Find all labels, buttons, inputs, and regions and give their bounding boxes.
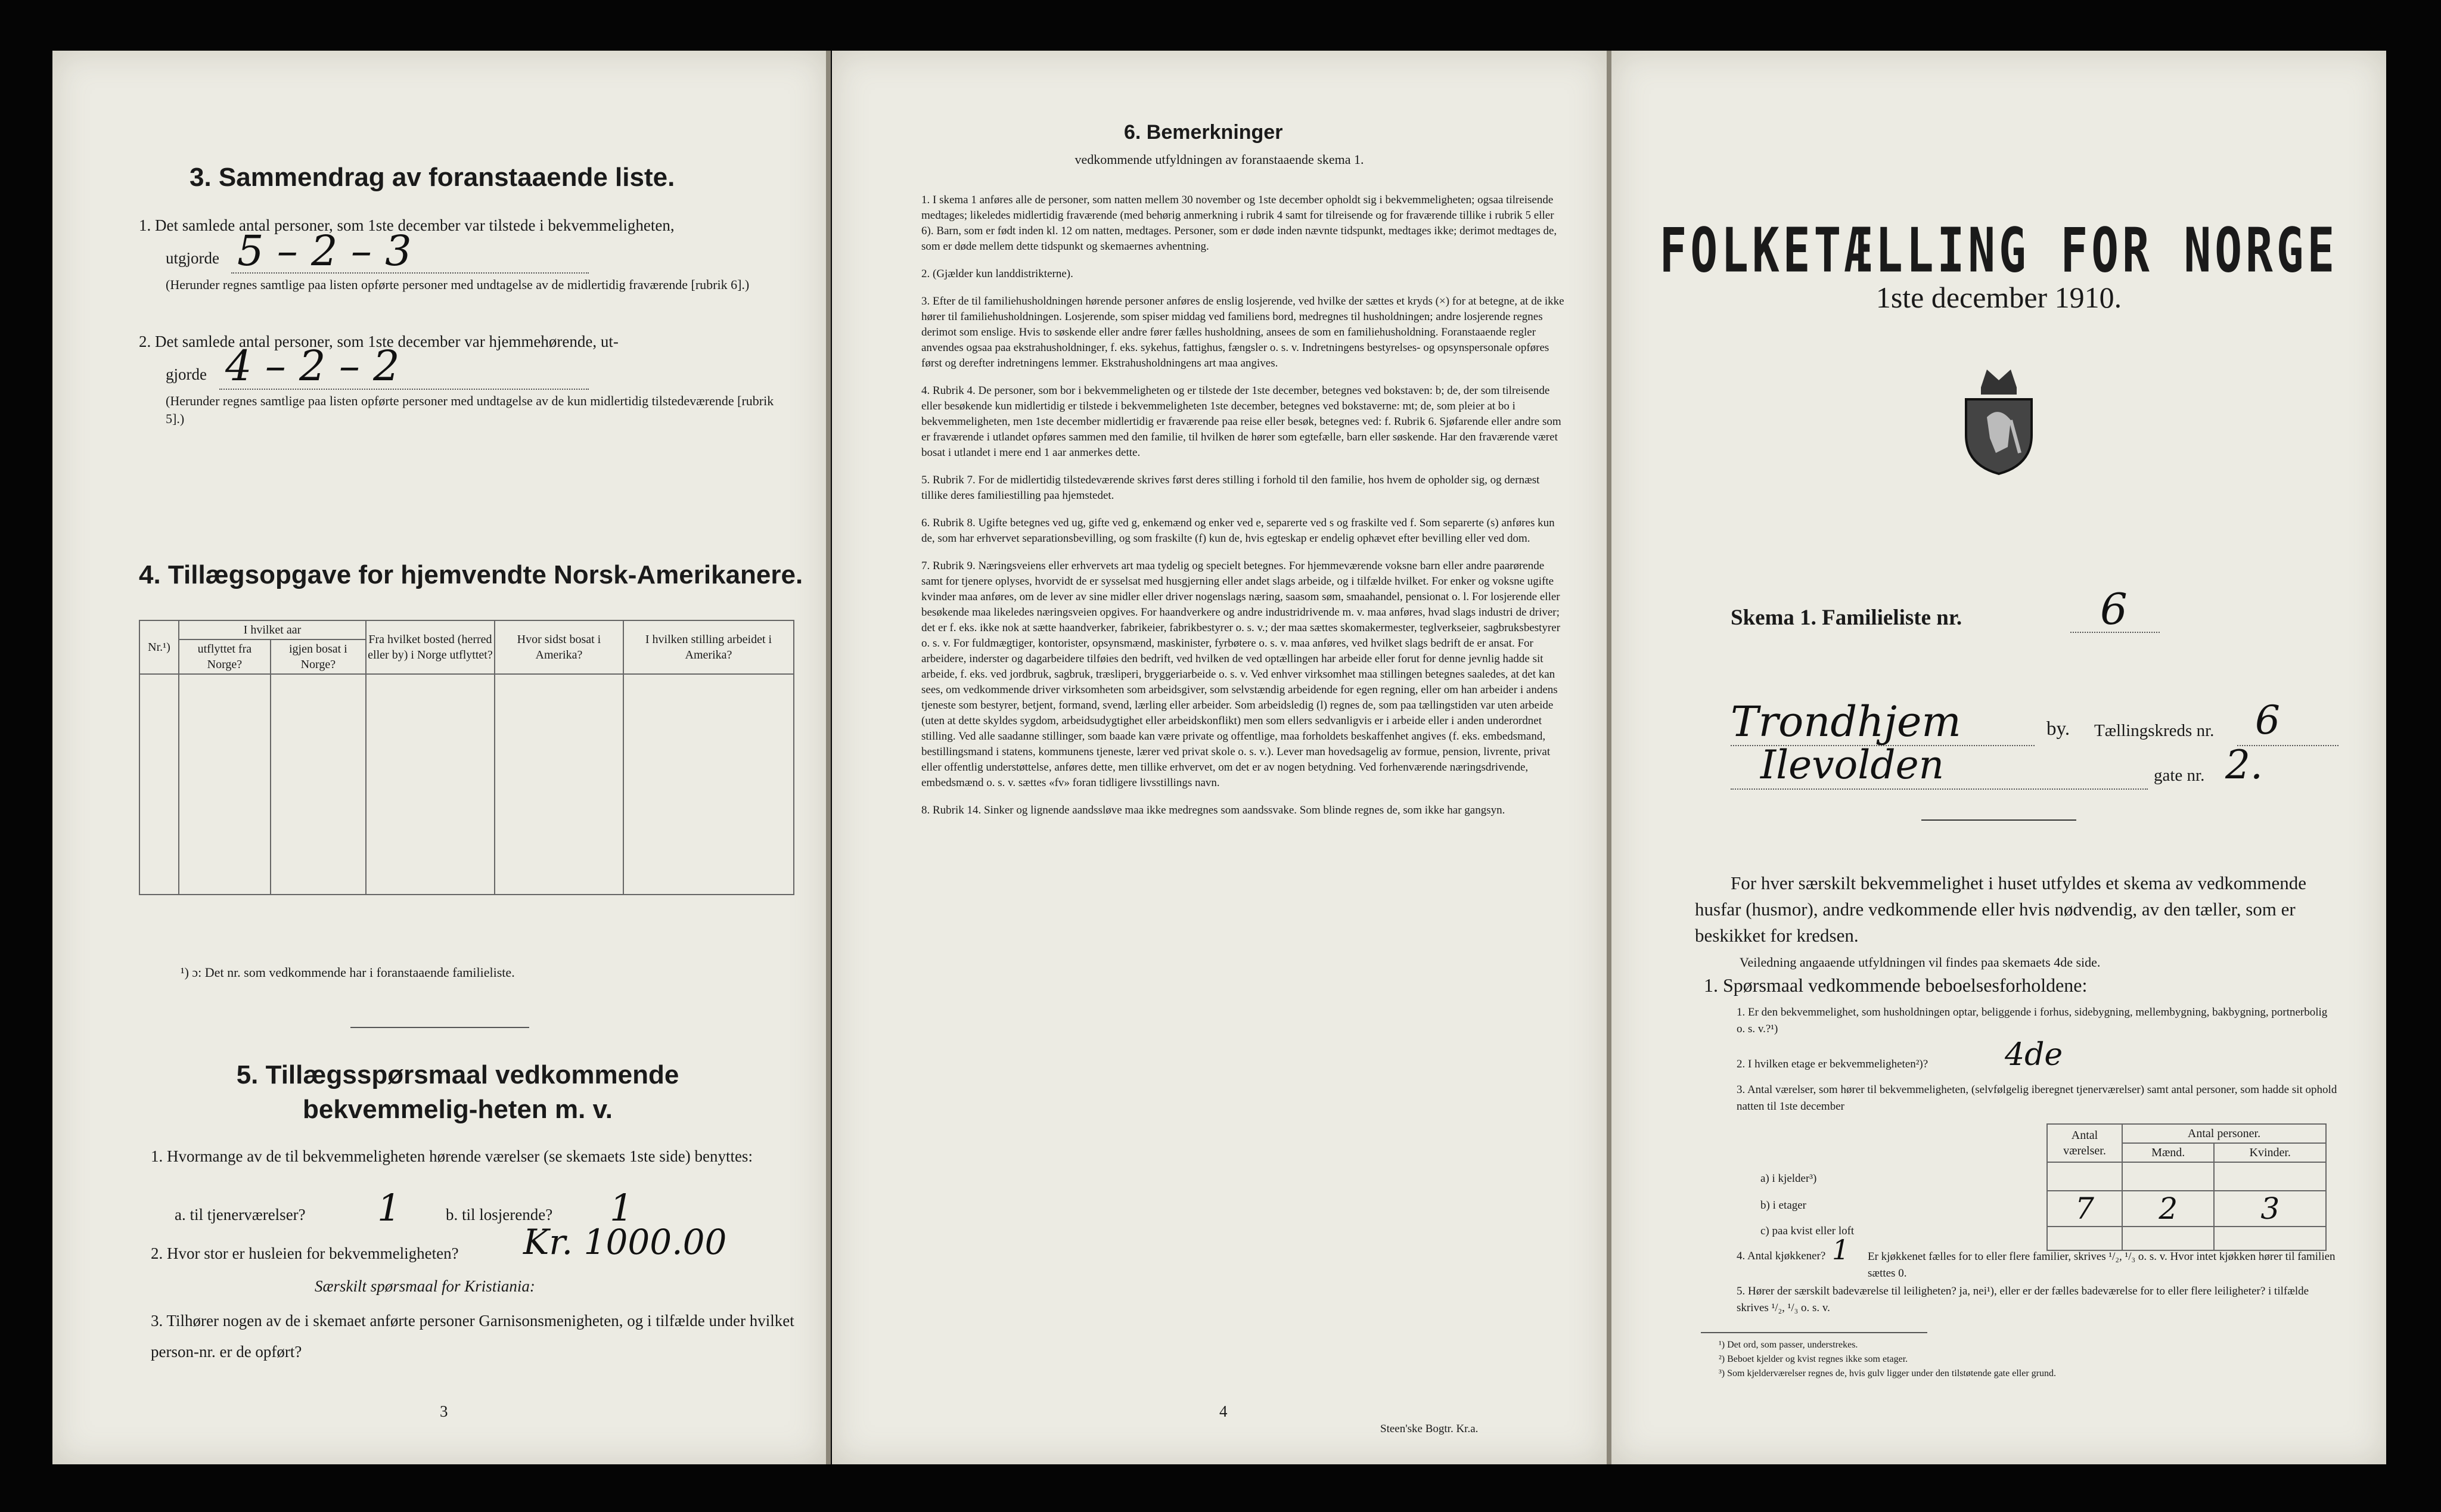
footnote-divider [1701, 1332, 1927, 1333]
page-fold-left [826, 51, 831, 1464]
q4-value: 1 [1832, 1234, 1850, 1266]
gate-value: 2. [2225, 742, 2263, 788]
s5-q1a-value: 1 [377, 1186, 401, 1230]
q3: 3. Antal værelser, som hører til bekvemmeligheten, (selvfølgelig iberegnet tjenerværelser) samt antal personer, som hadde sit ophold natten til 1ste december [1737, 1083, 2337, 1113]
th-sidst: Hvor sidst bosat i Amerika? [495, 620, 623, 674]
s3-q2-text: 2. Det samlede antal personer, som 1ste december var hjemmehørende, ut- [139, 333, 619, 350]
page-number-4: 4 [1219, 1402, 1228, 1420]
th-utflyttet: utflyttet fra Norge? [179, 639, 271, 674]
th-nr: Nr.¹) [139, 620, 179, 674]
q1: 1. Er den bekvemmelighet, som husholdningen optar, beliggende i forhus, sidebygning, mellembygning, bakbygning, portnerbolig o. s. v.?¹) [1737, 1006, 2328, 1035]
th-stilling: I hvilken stilling arbeidet i Amerika? [623, 620, 794, 674]
s3-q2-label: gjorde [166, 365, 207, 383]
footnotes [1719, 1338, 2056, 1381]
table-body-row [139, 674, 794, 895]
q2-value: 4de [2005, 1037, 2063, 1073]
section-3-title: 3. Sammendrag av foranstaaende liste. [190, 163, 675, 192]
note-6: 6. Rubrik 8. Ugifte betegnes ved ug, gifte ved g, enkemænd og enker ved e, separerte ved s og fraskilte ved f. Som separerte (s) anføres kun de, som har erhvervet separationsbevilling, og som fraskilte (f) kun de, hvis egteskap er endelig ophævet efter bevilling eller ved dom. [921, 517, 1555, 545]
bemerkninger-subtitle: vedkommende utfyldningen av foranstaaende skema 1. [1074, 152, 1364, 167]
street-value: Ilevolden [1760, 742, 1945, 788]
note-7: 7. Rubrik 9. Næringsveiens eller erhvervets art maa tydelig og specielt betegnes. For hjemmeværende voksne barn eller andre paarørende samt for tjenere oplyses, hvorvidt de er sysselsat med husgjerning eller andet slags arbeide, og i tilfælde hvilket. For enker og voksne ugifte kvinder maa anføres, om de lever av sine midler eller driver nogenslags næring, saasom søm, smaahandel, pensionat o. l. For losjerende eller besøkende maa likeledes næringsveien opgives. For haandverkere og andre industridrivende m. v. maa anføres, hvad slags industri de driver; det er f. eks. ikke nok at sætte haandverker, fabrikeier, fabrikbestyrer o. s. v.; der maa sættes skomakermester, teglverkseier, sagbruksbestyrer o. s. v. For fuldmægtiger, kontorister, opsynsmænd, maskinister, fyrbøtere o. s. v. maa anføres, ved hvilket slags bedrift de er ansat. For arbeidere, inderster og dagarbeidere tilføies den bedrift, ved hvilken de ved optællingen har arbeide eller forut for denne jevnlig hadde sit arbeide, f. eks. ved jordbruk, sagbruk, træsliperi, bryggeriarbeide o. s. v. Ved enhver virksomhet maa stillingen betegnes saaledes, at det kan sees, om vedkommende driver virksomheten som arbeidsgiver, som selvstændig arbeidende for egen regning, eller om han arbeider i andens tjeneste som bestyrer, betjent, formand, svend, lærling eller arbeider. Som arbeidsledig (l) regnes de, som paa tællingstiden var uten arbeide (uten at dette skyldes sygdom, arbeidsudygtighet eller arbeidskonflikt) men som ellers sedvanligvis er i arbeide eller i anden underordnet stilling. Ved alle saadanne stillinger, som baade kan være private og offentlige, maa forholdets beskaffenhet angives (f. eks. embedsmand, bestillingsmand i statens, kommunens tjeneste, lærer ved privat skole o. s. v.). Lever man hovedsagelig av formue, pension, livrente, privat eller offentlig understøttelse, anføres dette, men tillike erhvervet, om det er av nogen betydning. Ved forhenværende næringsdrivende, embedsmænd o. s. v. sættes «fv» foran tidligere livsstillings navn. [921, 560, 1561, 789]
gate-label: gate nr. [2154, 766, 2205, 785]
coat-of-arms-icon [1954, 364, 2044, 480]
census-title: FOLKETÆLLING FOR NORGE [1659, 214, 2338, 286]
section-4-title: 4. Tillægsopgave for hjemvendte Norsk-Amerikanere. [139, 560, 803, 589]
bemerkninger-text [921, 193, 1565, 818]
th-fra: Fra hvilket bosted (herred eller by) i Norge utflyttet? [366, 620, 495, 674]
page-4 [832, 51, 1607, 1464]
note-1: 1. I skema 1 anføres alle de personer, som natten mellem 30 november og 1ste december opholdt sig i bekvemmeligheten; ogsaa tilreisende medtages; likeledes midlertidig fraværende (med behørig anmerkning i rubrik 4 samt for tilreisende og for fraværende tillike i rubrik 5 eller 6). Barn, som er født inden kl. 12 om natten, medtages. Personer, som er døde inden nævnte tidspunkt, medtages ikke; derimot medtages de, som er døde mellem dette tidspunkt og skemaernes avhentning. [921, 194, 1557, 253]
skema-label: Skema 1. Familieliste nr. [1731, 606, 1962, 630]
s5-q3: 3. Tilhører nogen av de i skemaet anførte personer Garnisonsmenigheten, og i tilfælde under hvilket person-nr. er de opført? [151, 1312, 794, 1361]
s5-q1: 1. Hvormange av de til bekvemmeligheten hørende værelser (se skemaets 1ste side) benyttes: [151, 1147, 753, 1165]
s3-q1-label: utgjorde [166, 249, 219, 267]
fn1: ¹) Det ord, som passer, understrekes. [1719, 1340, 1858, 1350]
note-2: 2. (Gjælder kun landdistrikterne). [921, 268, 1073, 280]
col-kvinder: Kvinder. [2214, 1143, 2326, 1162]
col-vaerelser: Antal værelser. [2047, 1124, 2122, 1162]
s3-q1-text: 1. Det samlede antal personer, som 1ste december var tilstede i bekvemmeligheten, [139, 216, 675, 234]
s3-q2-value: 4 – 2 – 2 [225, 341, 400, 390]
s3-q1-note: (Herunder regnes samtlige paa listen opførte personer med undtagelse av de midlertidig fraværende [rubrik 6].) [166, 277, 750, 292]
note-8: 8. Rubrik 14. Sinker og lignende aandssløve maa ikke medregnes som aandssvake. Som blinde regnes de, som ikke har gangsyn. [921, 804, 1505, 816]
col-maend: Mænd. [2122, 1143, 2214, 1162]
b-maend: 2 [2122, 1191, 2214, 1227]
s5-q1b: b. til losjerende? [446, 1206, 553, 1224]
s5-q1b-value: 1 [610, 1186, 633, 1230]
q4-rest: Er kjøkkenet fælles for to eller flere familier, skrives ¹/₂, ¹/₃ o. s. v. Hvor intet kjøkken hører til familien sættes 0. [1868, 1250, 2336, 1280]
kreds-value: 6 [2255, 697, 2280, 743]
city-label: by. [2046, 718, 2070, 740]
page-1 [1611, 51, 2386, 1464]
note-3: 3. Efter de til familiehusholdningen hørende personer anføres de enslig losjerende, ved hvilke der sættes et kryds (×) for at betegne, at de ikke hører til familiehusholdningen. Losjerende, som spiser middag ved familiens bord, medregnes til husholdningen; andre losjerende regnes derimot som enslige. Hvis to søskende eller andre fører fælles husholdning, ansees de som en familiehusholdning. Foranstaaende regler anvendes ogsaa paa ekstrahusholdninger, f. eks. sykehus, fattighus, fængsler o. s. v. Indretningens bestyrelses- og opsynspersonale opføres først og derefter indretningens lemmer. Ekstrahusholdningens art maa angives. [921, 295, 1564, 370]
page-fold-right [1607, 51, 1611, 1464]
guide-text: Veiledning angaaende utfyldningen vil findes paa skemaets 4de side. [1740, 955, 2101, 970]
intro-text: For hver særskilt bekvemmelighet i huset utfyldes et skema av vedkommende husfar (husmor), andre vedkommende eller hvis nødvendig, av den tæller, som er beskikket for kredsen. [1695, 873, 2306, 946]
page-number-3: 3 [440, 1402, 448, 1420]
divider [350, 1027, 529, 1028]
s3-q1-value: 5 – 2 – 3 [237, 226, 412, 275]
s5-q2: 2. Hvor stor er husleien for bekvemmeligheten? [151, 1244, 459, 1262]
kreds-label: Tællingskreds nr. [2094, 721, 2215, 740]
q2: 2. I hvilken etage er bekvemmeligheten²)? [1737, 1058, 1928, 1070]
census-date: 1ste december 1910. [1875, 281, 2122, 314]
q4: 4. Antal kjøkkener? [1737, 1250, 1826, 1262]
rooms-table [2046, 1123, 2327, 1251]
b-kvinder: 3 [2214, 1191, 2326, 1227]
s3-q1-line [231, 272, 589, 274]
s3-q2-note: (Herunder regnes samtlige paa listen opførte personer med undtagelse av de kun midlertidig tilstedeværende [rubrik 5].) [166, 393, 774, 426]
note-5: 5. Rubrik 7. For de midlertidig tilstedeværende skrives først deres stilling i forhold til den familie, hos hvem de opholder sig, og dernæst tillike deres familiestilling paa hjemstedet. [921, 474, 1540, 502]
skema-line [2070, 632, 2160, 633]
row-c-label: c) paa kvist eller loft [1760, 1225, 1855, 1237]
s5-q2-value: Kr. 1000.00 [523, 1222, 727, 1262]
note-4: 4. Rubrik 4. De personer, som bor i bekvemmeligheten og er tilstede der 1ste december, betegnes ved bokstaven: b; de, der som tilreisende eller besøkende kun midlertidig er tilstede i bekvemmeligheten 1ste december, betegnes ved bokstaverne: mt; de, som pleier at bo i bekvemmeligheten, men 1ste december midlertidig er fraværende paa reise eller besøk, betegnes ved: f. Rubrik 6. Sjøfarende eller andre som er fraværende i utlandet opføres sammen med den familie, til hvilken de hører som egtefælle, barn eller søskende. Har den fraværende været bosat i utlandet i mere end 1 aar anmerkes dette. [921, 384, 1561, 459]
section-5-title: 5. Tillægsspørsmaal vedkommende bekvemmelig-heten m. v. [236, 1060, 679, 1124]
city-value: Trondhjem [1731, 697, 1961, 746]
fn3: ³) Som kjelderværelser regnes de, hvis gulv ligger under den tilstøtende gate eller grund. [1719, 1368, 2056, 1379]
b-vaerelser: 7 [2047, 1191, 2122, 1227]
street-line [1731, 788, 2148, 790]
page-3 [52, 51, 827, 1464]
q5: 5. Hører der særskilt badeværelse til leiligheten? ja, nei¹), eller er der fælles badeværelse for to eller flere leiligheter? i tilfælde skrives ¹/₂, ¹/₃ o. s. v. [1737, 1285, 2309, 1314]
row-b-label: b) i etager [1760, 1199, 1807, 1212]
s4-footnote: ¹) ɔ: Det nr. som vedkommende har i foranstaaende familieliste. [181, 965, 515, 980]
divider-ornament [1921, 819, 2076, 821]
norsk-amerikanere-table [139, 620, 794, 895]
th-igjen: igjen bosat i Norge? [271, 639, 366, 674]
printer-mark: Steen'ske Bogtr. Kr.a. [1380, 1423, 1479, 1435]
question-section-title: 1. Spørsmaal vedkommende beboelsesforholdene: [1704, 974, 2088, 996]
col-personer: Antal personer. [2122, 1124, 2326, 1143]
th-group: I hvilket aar [179, 620, 366, 639]
skema-value: 6 [2100, 584, 2128, 634]
s5-special-label: Særskilt spørsmaal for Kristiania: [315, 1277, 535, 1295]
s3-q2-line [219, 389, 589, 390]
fn2: ²) Beboet kjelder og kvist regnes ikke som etager. [1719, 1354, 1908, 1364]
s5-q1a: a. til tjenerværelser? [175, 1206, 306, 1224]
row-a-label: a) i kjelder³) [1760, 1172, 1817, 1185]
bemerkninger-title: 6. Bemerkninger [1124, 121, 1283, 144]
